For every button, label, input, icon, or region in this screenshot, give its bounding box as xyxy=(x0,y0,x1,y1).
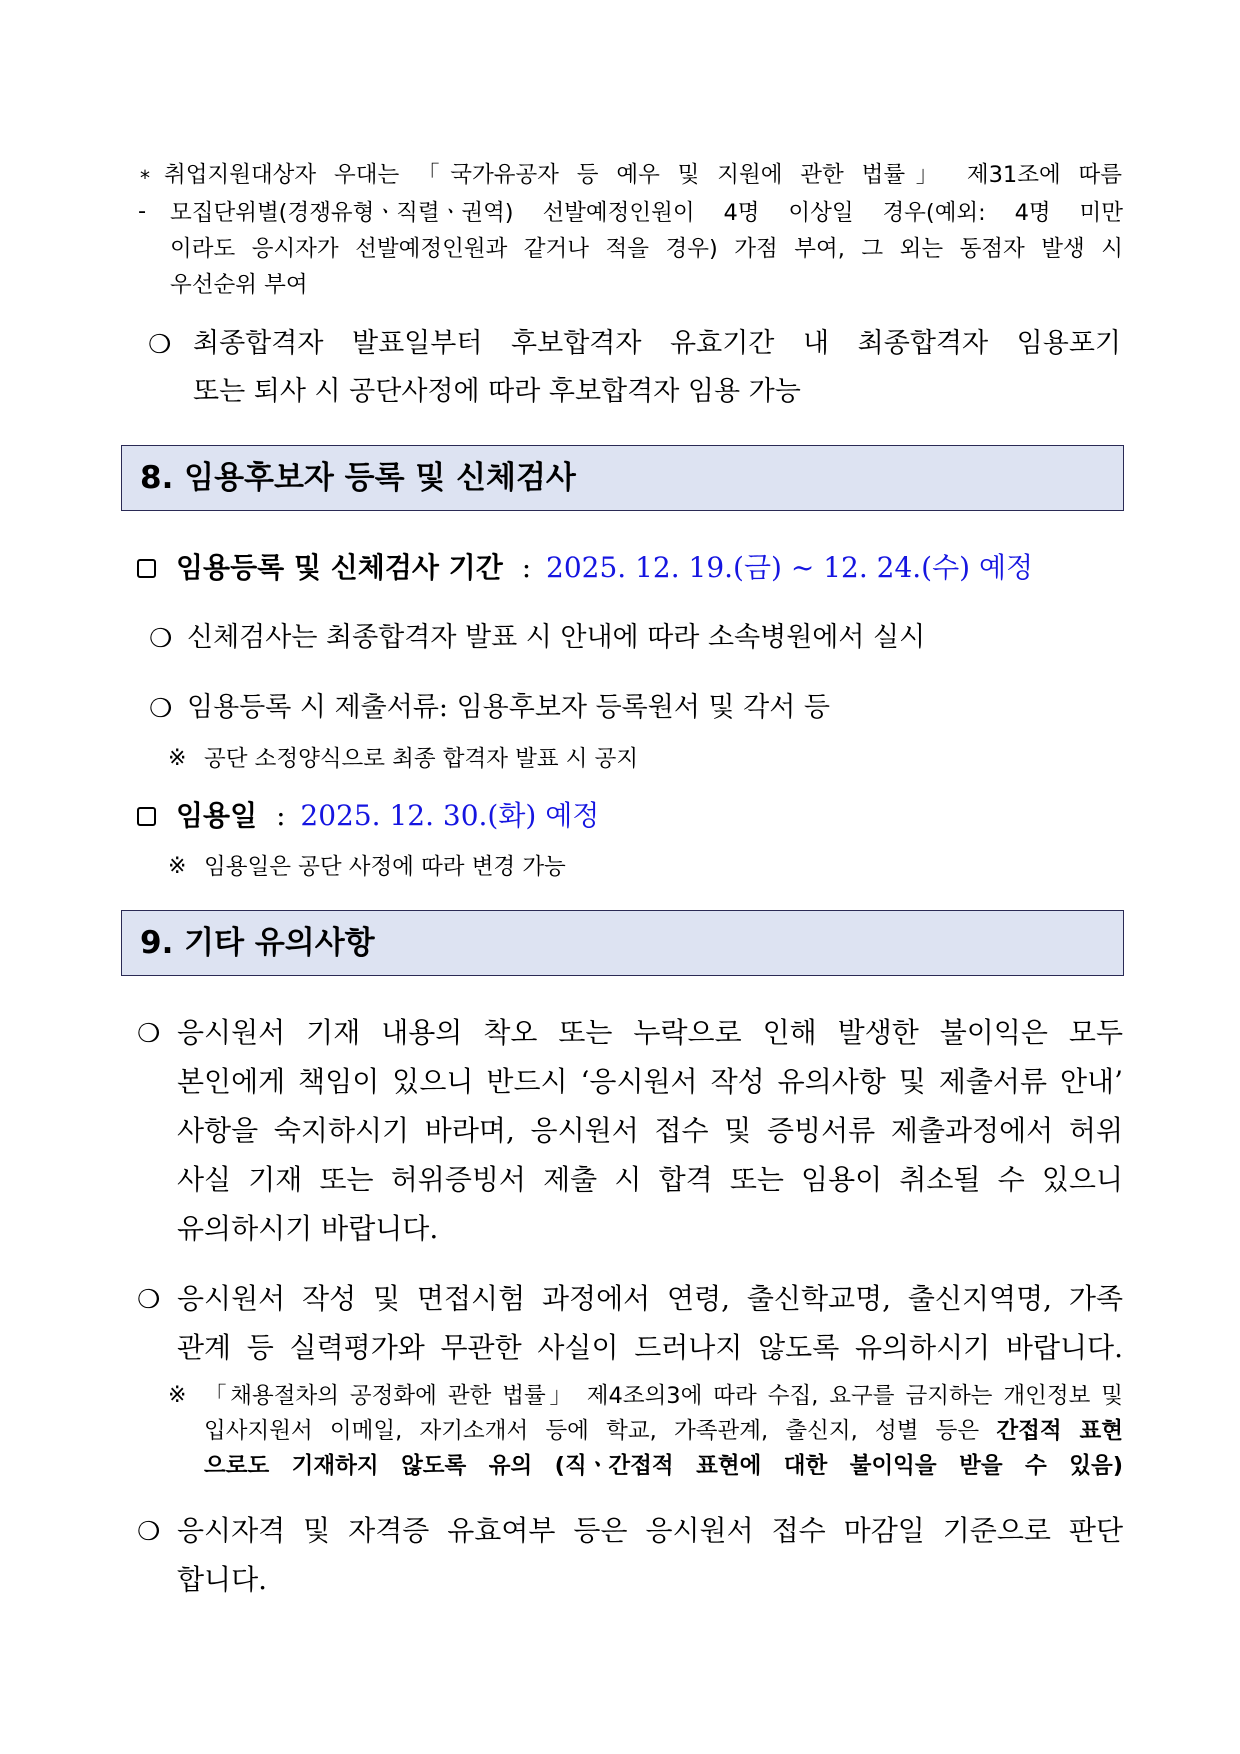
caution-1-line-3: 사항을 숙지하시기 바라며, 응시원서 접수 및 증빙서류 제출과정에서 허위 xyxy=(177,1114,1123,1147)
circle-bullet-icon: ❍ xyxy=(137,1285,161,1315)
appointment-change-notice: 임용일은 공단 사정에 따라 변경 가능 xyxy=(204,854,566,880)
appointment-date-separator: : xyxy=(276,799,286,832)
caution-1-line-4: 사실 기재 또는 허위증빙서 제출 시 합격 또는 임용이 취소될 수 있으니 xyxy=(177,1163,1123,1196)
form-notice: 공단 소정양식으로 최종 합격자 발표 시 공지 xyxy=(204,746,639,772)
circle-bullet-icon: ❍ xyxy=(149,624,173,654)
square-bullet-icon xyxy=(137,559,156,578)
circle-bullet-icon: ❍ xyxy=(137,1517,161,1547)
reference-mark-2: ※ xyxy=(168,854,187,879)
fair-hiring-note-line-2-bold: 간접적 표현 xyxy=(996,1418,1124,1444)
appointment-date-row xyxy=(176,798,599,834)
fair-hiring-note-line-3: 으로도 기재하지 않도록 유의 (직ㆍ간접적 표현에 대한 불이익을 받을 수 있음) xyxy=(204,1453,1123,1479)
caution-1-line-1: 응시원서 기재 내용의 착오 또는 누락으로 인해 발생한 불이익은 모두 xyxy=(177,1016,1123,1049)
caution-3-line-1: 응시자격 및 자격증 유효여부 등은 응시원서 접수 마감일 기준으로 판단 xyxy=(177,1514,1123,1547)
exam-period-separator: : xyxy=(521,551,532,584)
veteran-preference-note: 취업지원대상자 우대는 「국가유공자 등 예우 및 지원에 관한 법률」 제31조에 따름 xyxy=(164,162,1122,188)
fair-hiring-note-line-1: 「채용절차의 공정화에 관한 법률」 제4조의3에 따라 수집, 요구를 금지하는 개인정보 및 xyxy=(204,1383,1123,1409)
star-mark: * xyxy=(140,166,150,190)
section-8-title: 8. 임용후보자 등록 및 신체검사 xyxy=(140,460,576,496)
reserve-line-1: 최종합격자 발표일부터 후보합격자 유효기간 내 최종합격자 임용포기 xyxy=(193,328,1121,359)
caution-1-line-2: 본인에게 책임이 있으니 반드시 ‘응시원서 작성 유의사항 및 제출서류 안내’ xyxy=(177,1065,1123,1098)
fair-hiring-note-line-2 xyxy=(204,1416,1123,1446)
circle-bullet-icon: ❍ xyxy=(148,330,172,360)
caution-2-line-2: 관계 등 실력평가와 무관한 사실이 드러나지 않도록 유의하시기 바랍니다. xyxy=(177,1331,1123,1364)
section-9-header xyxy=(121,910,1124,976)
exam-period-value: 2025. 12. 19.(금) ~ 12. 24.(수) 예정 xyxy=(546,551,1034,584)
required-documents-note: 임용등록 시 제출서류: 임용후보자 등록원서 및 각서 등 xyxy=(187,692,830,723)
circle-bullet-icon: ❍ xyxy=(149,694,173,724)
reference-mark-1: ※ xyxy=(168,746,187,771)
section-9-title: 9. 기타 유의사항 xyxy=(140,925,375,961)
exam-period-label: 임용등록 및 신체검사 기간 xyxy=(176,551,503,584)
reference-mark-3: ※ xyxy=(168,1383,187,1408)
exam-period-row xyxy=(176,550,1033,586)
caution-1-line-5: 유의하시기 바랍니다. xyxy=(177,1212,439,1245)
section-8-header xyxy=(121,445,1124,511)
appointment-date-value: 2025. 12. 30.(화) 예정 xyxy=(300,799,600,832)
square-bullet-icon xyxy=(137,807,156,826)
circle-bullet-icon: ❍ xyxy=(137,1019,161,1049)
dash-mark: - xyxy=(138,198,147,224)
bonus-point-line-2: 이라도 응시자가 선발예정인원과 같거나 적을 경우) 가점 부여, 그 외는 동점자 발생 시 xyxy=(170,236,1123,262)
bonus-point-line-1: 모집단위별(경쟁유형ㆍ직렬ㆍ권역) 선발예정인원이 4명 이상일 경우(예외: 4명 미만 xyxy=(170,200,1123,226)
reserve-line-2: 또는 퇴사 시 공단사정에 따라 후보합격자 임용 가능 xyxy=(193,376,801,407)
bonus-point-line-3: 우선순위 부여 xyxy=(170,272,308,298)
caution-3-line-2: 합니다. xyxy=(177,1563,268,1596)
caution-2-line-1: 응시원서 작성 및 면접시험 과정에서 연령, 출신학교명, 출신지역명, 가족 xyxy=(177,1282,1123,1315)
appointment-date-label: 임용일 xyxy=(176,799,258,832)
physical-exam-note: 신체검사는 최종합격자 발표 시 안내에 따라 소속병원에서 실시 xyxy=(187,622,926,653)
fair-hiring-note-line-2-normal: 입사지원서 이메일, 자기소개서 등에 학교, 가족관계, 출신지, 성별 등은 xyxy=(204,1418,980,1444)
